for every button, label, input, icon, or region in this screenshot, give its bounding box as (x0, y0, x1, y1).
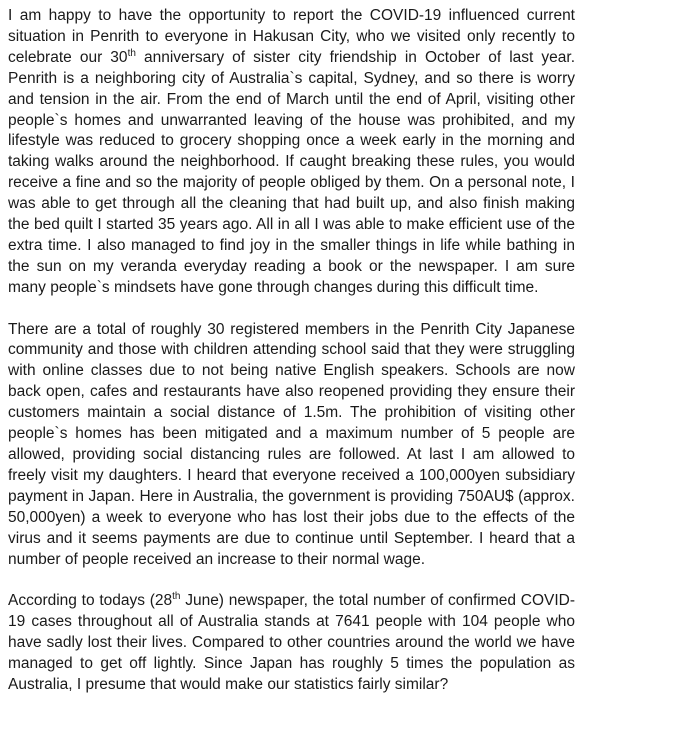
paragraph-2 (8, 320, 575, 571)
paragraph-1 (8, 6, 575, 299)
paragraph-1-text-b: anniversary of sister city friendship in October of last year. Penrith is a neighboring city of Australia`s capital, Sydney, and so there is worry and tension in the air. From the end of March until the end of April, visiting other people`s homes and unwarranted leaving of the house was prohibited, and my lifestyle was reduced to grocery shopping once a week early in the morning and taking walks around the neighborhood. If caught breaking these rules, you would receive a fine and so the majority of people obliged by them. On a personal note, I was able to get through all the cleaning that had built up, and also finish making the bed quilt I started 35 years ago. All in all I was able to make efficient use of the extra time. I also managed to find joy in the smaller things in life while bathing in the sun on my veranda everyday reading a book or the newspaper. I am sure many people`s mindsets have gone through changes during this difficult time. (8, 48, 575, 296)
paragraph-3 (8, 591, 575, 696)
paragraph-3-ordinal-suffix: th (172, 591, 181, 603)
paragraph-1-ordinal-suffix: th (127, 47, 136, 59)
paragraph-3-text-a: According to todays (28 (8, 592, 173, 610)
paragraph-1-text-a: I am happy to have the opportunity to report the COVID-19 influenced current situation in Penrith to everyone in Hakusan City, who we visited only recently to celebrate our 30 (8, 7, 575, 66)
paragraph-2-text: There are a total of roughly 30 registered members in the Penrith City Japanese community and those with children attending school said that they were struggling with online classes due to not being native English speakers. Schools are now back open, cafes and restaurants have also reopened providing they ensure their customers maintain a social distance of 1.5m. The prohibition of visiting other people`s homes has been mitigated and a maximum number of 5 people are allowed, providing social distancing rules are followed. At last I am allowed to freely visit my daughters. I heard that everyone received a 100,000yen subsidiary payment in Japan. Here in Australia, the government is providing 750AU$ (approx. 50,000yen) a week to everyone who has lost their jobs due to the effects of the virus and it seems payments are due to continue until September. I heard that a number of people received an increase to their normal wage. (8, 320, 575, 568)
paragraph-3-text-b: June) newspaper, the total number of confirmed COVID-19 cases throughout all of Australia stands at 7641 people with 104 people who have sadly lost their lives. Compared to other countries around the world we have managed to get off lightly. Since Japan has roughly 5 times the population as Australia, I presume that would make our statistics fairly similar? (8, 592, 575, 693)
